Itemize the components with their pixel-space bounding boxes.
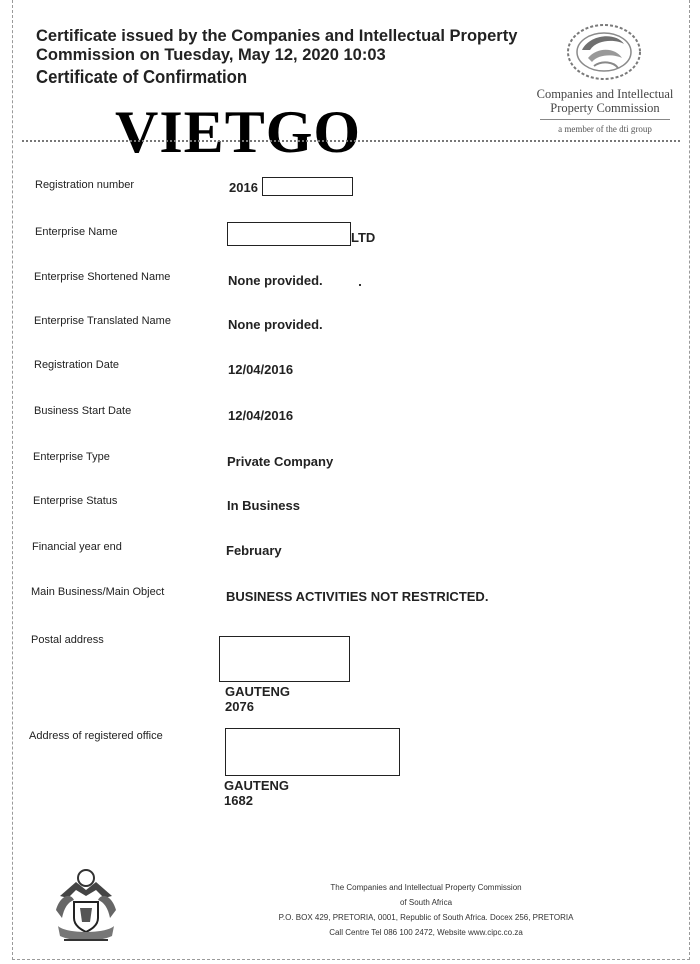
certificate-type: Certificate of Confirmation [36, 67, 248, 87]
translated-name-label: Enterprise Translated Name [34, 315, 171, 327]
cipc-tagline: a member of the dti group [558, 124, 652, 134]
business-start-date-value: 12/04/2016 [228, 408, 294, 423]
registered-office-block [224, 778, 289, 808]
cipc-org-name [530, 87, 680, 115]
postal-address-redaction [219, 636, 350, 682]
postal-address-label: Postal address [31, 634, 104, 646]
cipc-org-name-line2: Property Commission [550, 101, 660, 115]
footer-line3: P.O. BOX 429, PRETORIA, 0001, Republic of South Africa. Docex 256, PRETORIA [278, 913, 574, 922]
postal-address-block [225, 684, 290, 714]
cipc-logo [530, 16, 680, 142]
registration-number-label: Registration number [35, 179, 135, 191]
header-divider [22, 140, 680, 142]
enterprise-name-label: Enterprise Name [35, 226, 118, 238]
postal-address-code: 2076 [225, 699, 254, 714]
financial-year-end-label: Financial year end [32, 541, 122, 553]
registration-number-prefix: 2016 [229, 180, 258, 195]
logo-divider [540, 119, 670, 120]
registration-date-label: Registration Date [34, 359, 119, 371]
footer-contact [240, 880, 612, 940]
enterprise-name-redaction [227, 222, 351, 246]
translated-name-value: None provided. [228, 317, 323, 332]
footer-line2: of South Africa [399, 898, 453, 907]
registered-office-redaction [225, 728, 400, 776]
registered-office-label: Address of registered office [29, 730, 163, 742]
footer-line4: Call Centre Tel 086 100 2472, Website www.cipc.co.za [329, 928, 523, 937]
enterprise-type-value: Private Company [227, 454, 334, 469]
registered-office-province: GAUTENG [224, 778, 289, 793]
shortened-name-value: None provided. [228, 273, 323, 288]
registered-office-code: 1682 [224, 793, 253, 808]
business-start-date-label: Business Start Date [34, 405, 132, 417]
scan-speck [359, 284, 361, 286]
coat-of-arms-icon [50, 866, 122, 946]
registration-date-value: 12/04/2016 [228, 362, 294, 377]
registration-number-redaction [262, 177, 353, 196]
cipc-logo-icon [564, 20, 644, 84]
certificate-title: Certificate issued by the Companies and Intellectual Property Commission on Tuesday, May 12, 2020 10:03 [36, 27, 518, 64]
postal-address-province: GAUTENG [225, 684, 290, 699]
enterprise-type-label: Enterprise Type [33, 451, 110, 463]
shortened-name-label: Enterprise Shortened Name [34, 271, 171, 283]
vietgo-watermark: VIETGO [115, 99, 362, 165]
main-business-label: Main Business/Main Object [31, 586, 165, 598]
main-business-value: BUSINESS ACTIVITIES NOT RESTRICTED. [226, 589, 489, 604]
enterprise-name-suffix: LTD [351, 230, 376, 245]
footer-line1: The Companies and Intellectual Property Commission [330, 883, 522, 892]
enterprise-status-label: Enterprise Status [33, 495, 118, 507]
financial-year-end-value: February [226, 543, 282, 558]
enterprise-status-value: In Business [227, 498, 300, 513]
cipc-org-name-line1: Companies and Intellectual [536, 87, 674, 101]
